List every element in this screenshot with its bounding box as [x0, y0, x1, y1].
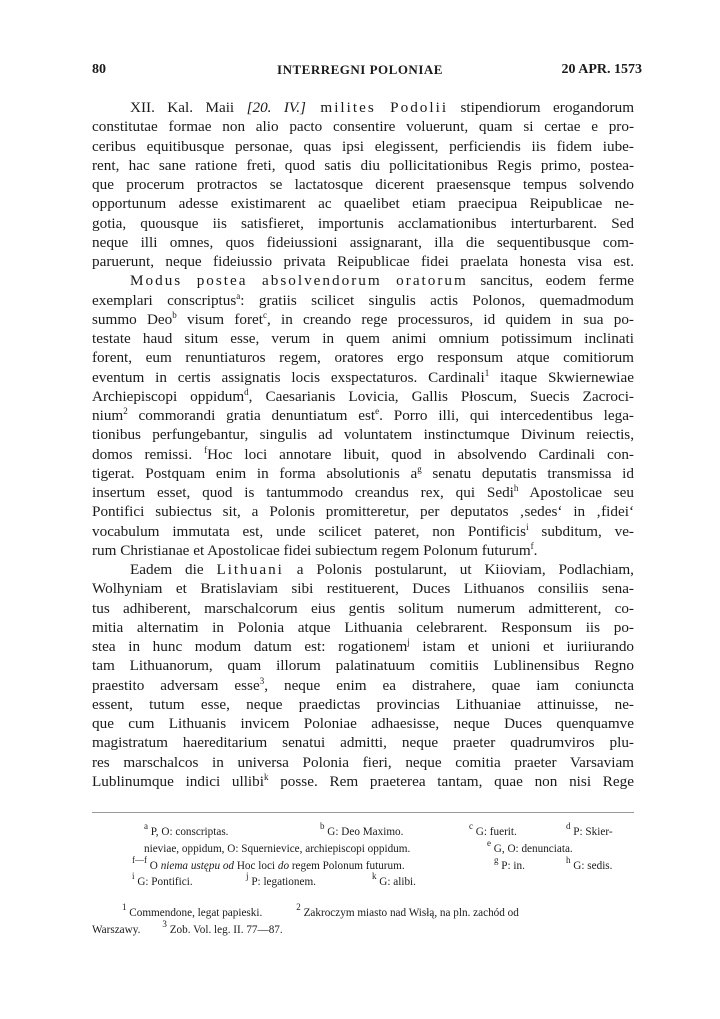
text-line: paruerunt, neque fideiussio privata Reipublicae fidei praelata honesta visa est. — [92, 253, 634, 270]
note-marker: c — [263, 309, 267, 320]
text-line: praestito adversam esse$^3$, neque enim ea distrahere, quae iam coniuncta — [92, 675, 635, 694]
running-title: INTERREGNI POLONIAE — [277, 62, 443, 77]
text-line: Pontifici subiectus sit, a Polonis promitteretur, per deputatos ‚sedes‘ in ‚fidei‘ — [92, 503, 634, 521]
critical-apparatus — [92, 821, 634, 891]
apparatus-line: $^{f—f}$ O niema ustępu od Hoc loci do regem Polonum futurum. $^g$ P: in. $^h$ G: sedis. — [132, 854, 613, 872]
page-number: 80 — [92, 62, 106, 77]
text-line: insertum esset, quod is tantummodo creandus rex, qui Sedi$^h$ Apostolicae seu — [92, 483, 634, 501]
note-marker: f — [530, 540, 534, 551]
text-line: vocabulum immutata est, unde scilicet pateret, non Pontificis$^i$ subditum, ve- — [92, 521, 634, 540]
text-line: domos remissi. $^f$Hoc loci annotare libuit, quod in absolvendo Cardinali con- — [92, 444, 634, 463]
text-line: summo Deo$^b$ visum foret$^c$, in creando rege processuros, id quidem in sua po- — [92, 309, 634, 328]
note-marker: g — [417, 463, 422, 474]
text-line: constitutae formae non alio pacto consentire voluerunt, quam si certae e pro- — [92, 118, 634, 136]
footnote-line: Warszawy. $^3$ Zob. Vol. leg. II. 77—87. — [92, 919, 283, 936]
footnote-separator — [92, 812, 634, 813]
text-line: neque illi omnes, quos fideiussioni assignarant, illa die sequentibusque com- — [92, 233, 634, 251]
apparatus-line: $^i$ G: Pontifici. $^j$ P: legationem. $^k$ G: alibi. — [132, 871, 416, 889]
note-marker: e — [375, 406, 380, 416]
text-line: Archiepiscopi oppidum$^d$, Caesarianis Lovicia, Gallis Płoscum, Suecis Zacroci- — [92, 386, 634, 405]
text-line: magistratum haereditarium senatui admitti, neque praeter quadrumviros plu- — [92, 734, 634, 752]
note-marker: i — [526, 521, 529, 532]
text-line: exemplari conscriptus$^a$: gratiis scilicet singulis actis Polonos, quemadmodum — [92, 290, 634, 309]
text-line: res marschalcos in universa Polonia fieri, neque comitia praeter Varsaviam — [92, 753, 634, 771]
note-marker: 1 — [484, 367, 490, 378]
note-marker: 3 — [259, 675, 265, 686]
text-line: tigerat. Postquam enim in forma absolutionis $a^g$ senatu deputatis transmissa id — [92, 463, 634, 482]
note-marker: j — [407, 637, 410, 647]
note-marker: d — [244, 386, 249, 397]
text-line: eventum in certis assignatis locis exspectaturos. Cardinali$^1$ itaque Skwiernewiae — [92, 367, 635, 386]
text-line: Modus postea absolvendorum oratorum sancitus, eodem ferme — [130, 272, 634, 290]
text-line: stea in hunc modum datum est: rogationem$^j$ istam et unioni et iuriiurando — [92, 637, 635, 655]
text-line: Wolhyniam et Bratislaviam sibi restituerent, Duces Lithuanos consiliis sena- — [92, 580, 634, 598]
footnotes — [92, 902, 634, 939]
text-line: opportunum adesse existimarent ac quaelibet etiam praecipua Reipublicae ne- — [92, 195, 634, 213]
text-line: testate haud situm esse, verum in quem animi omnium potissimum inclinati — [92, 330, 634, 347]
apparatus-line: nieviae, oppidum, O: Squernievice, archiepiscopi oppidum. $^e$ G, O: denunciata. — [144, 837, 573, 855]
note-marker: b — [172, 309, 177, 320]
text-line: que procerum protractos se lactatosque dicerent praesensque tempus solvendo — [92, 176, 634, 193]
text-line: ceribus equitibusque personae, quas ipsi elegissent, perficiendis iis fidem iube- — [92, 137, 634, 155]
text-line: que cum Lithuanis invicem Poloniae adhaesisse, neque Duces quenquamve — [92, 715, 634, 732]
text-line: XII. Kal. Maii [20. IV.] milites Podolii stipendiorum erogandorum — [130, 99, 635, 116]
text-line: rum Christianae et Apostolicae fidei subiectum regem Polonum futurum$^f$. — [92, 540, 538, 559]
text-line: Lublinumque indici ullibi$^k$ posse. Rem praeterea tantam, quae non nisi Rege — [92, 771, 634, 790]
header-date: 20 APR. 1573 — [561, 62, 642, 77]
main-text — [92, 98, 634, 791]
text-line: essent, tutum esse, neque praedictas provincias Lithuaniae attinuisse, ne- — [92, 695, 634, 713]
footnote-line: $^1$ Commendone, legat papieski. $^2$ Zakroczym miasto nad Wisłą, na pln. zachód od — [122, 902, 519, 919]
text-line: Eadem die Lithuani a Polonis postularunt, ut Kiioviam, Podlachiam, — [130, 561, 634, 578]
text-line: tus adhiberent, marschalcorum eius gentis solitum numerum admitterent, co- — [92, 599, 634, 617]
text-line: nium$^2$ commorandi gratia denuntiatum est$^e$. Porro illi, qui intercedentibus lega- — [92, 406, 634, 424]
note-marker: 2 — [123, 406, 128, 416]
text-line: rent, hac sane ratione freti, quod satis diu pollicitationibus Regis primo, postea- — [92, 156, 634, 174]
note-marker: f — [204, 444, 208, 455]
note-marker: k — [263, 771, 269, 782]
note-marker: a — [236, 290, 241, 301]
apparatus-line: $^a$ P, O: conscriptas. $^b$ G: Deo Maximo. $^c$ G: fuerit. $^d$ P: Skier- — [144, 821, 613, 838]
text-line: mitia alternatim in Polonia atque Lithuania celebrarent. Responsum iis po- — [92, 618, 634, 636]
text-line: tionibus perfungebantur, singulis ad voluntatem instinctumque Divinum reiectis, — [92, 426, 634, 444]
text-line: forent, eum renuntiaturos regem, oratores ergo responsum atque comitiorum — [92, 349, 634, 367]
note-marker: h — [513, 483, 519, 493]
text-line: tam Lithuanorum, quam illorum palatinatuum comitiis Lublinensibus Regno — [92, 657, 634, 675]
text-line: gotia, quousque iis satisfieret, importunis acclamationibus interturbarent. Sed — [92, 214, 634, 232]
